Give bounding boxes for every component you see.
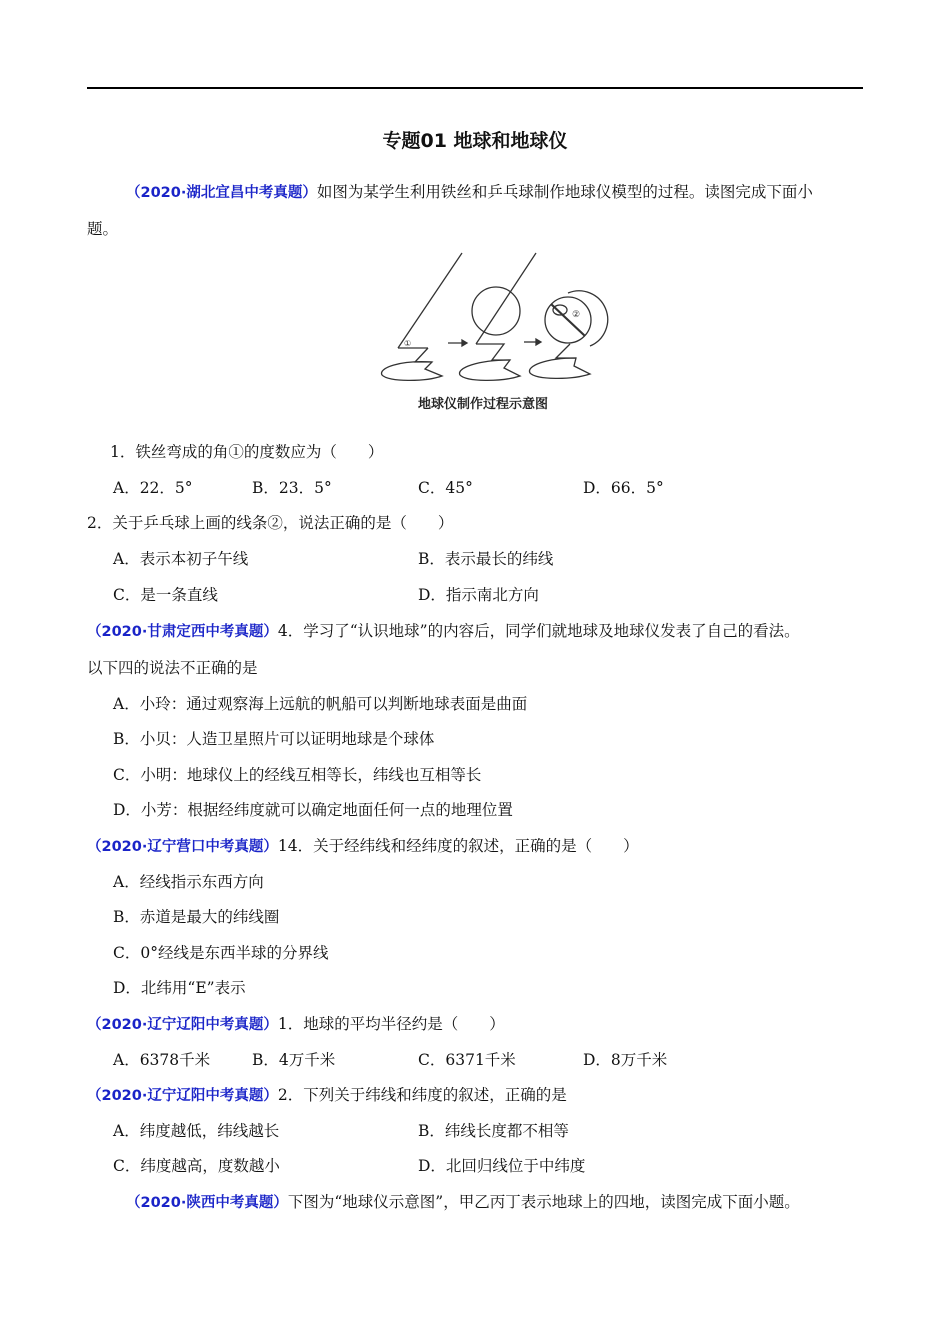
q6-option-c: C．纬度越高，度数越小 xyxy=(113,1157,280,1175)
q7-intro: （2020·陕西中考真题）下图为“地球仪示意图”，甲乙丙丁表示地球上的四地，读图完成下面小题。 xyxy=(126,1193,800,1211)
wire-rod-1 xyxy=(398,253,462,348)
wire-zigzag-1 xyxy=(415,348,432,362)
q2-option-d: D．指示南北方向 xyxy=(418,586,539,604)
q3-option-c: C．小明：地球仪上的经线互相等长，纬线也互相等长 xyxy=(113,766,482,784)
q3-option-d: D．小芳：根据经纬度就可以确定地面任何一点的地理位置 xyxy=(113,801,513,819)
q4-stem: （2020·辽宁营口中考真题）14．关于经纬线和经纬度的叙述，正确的是（ ） xyxy=(87,837,639,855)
globe-making-figure xyxy=(370,248,620,418)
q4-option-c: C．0°经线是东西半球的分界线 xyxy=(113,944,329,962)
header-rule xyxy=(87,87,863,89)
ping-pong-ball-1 xyxy=(472,287,520,335)
q4-option-a: A．经线指示东西方向 xyxy=(113,873,264,891)
q5-option-b: B．4万千米 xyxy=(252,1051,336,1069)
q5-option-c: C．6371千米 xyxy=(418,1051,516,1069)
source-tag: （2020·甘肃定西中考真题） xyxy=(87,624,278,640)
source-tag: （2020·辽宁辽阳中考真题） xyxy=(87,1088,278,1104)
line-label: ② xyxy=(572,310,581,320)
q5-option-d: D．8万千米 xyxy=(583,1051,668,1069)
q1-option-c: C．45° xyxy=(418,479,473,497)
wire-zigzag-3 xyxy=(556,344,576,358)
q4-option-b: B．赤道是最大的纬线圈 xyxy=(113,908,280,926)
q6-option-a: A．纬度越低，纬线越长 xyxy=(113,1122,280,1140)
q6-stem: （2020·辽宁辽阳中考真题）2．下列关于纬线和纬度的叙述，正确的是 xyxy=(87,1086,567,1104)
wire-rod-2 xyxy=(476,253,536,344)
intro-line-1 xyxy=(126,181,813,204)
q2-option-a: A．表示本初子午线 xyxy=(113,550,249,568)
source-tag: （2020·湖北宜昌中考真题） xyxy=(126,185,317,201)
q5-stem: （2020·辽宁辽阳中考真题）1．地球的平均半径约是（ ） xyxy=(87,1015,505,1033)
q1-option-d: D．66．5° xyxy=(583,479,664,497)
q3-option-a: A．小玲：通过观察海上远航的帆船可以判断地球表面是曲面 xyxy=(113,695,528,713)
base-plate-2 xyxy=(460,360,520,380)
axis-line xyxy=(551,304,585,336)
angle-label: ① xyxy=(404,339,412,348)
q1-stem: 1．铁丝弯成的角①的度数应为（ ） xyxy=(110,443,384,461)
q2-option-c: C．是一条直线 xyxy=(113,586,218,604)
q1-option-a: A．22．5° xyxy=(113,479,193,497)
q3-stem-line-2: 以下四的说法不正确的是 xyxy=(87,659,258,677)
intro-line-2: 题。 xyxy=(87,220,119,238)
q3-option-b: B．小贝：人造卫星照片可以证明地球是个球体 xyxy=(113,730,435,748)
q5-option-a: A．6378千米 xyxy=(113,1051,211,1069)
q3-stem-line-1: （2020·甘肃定西中考真题）4．学习了“认识地球”的内容后，同学们就地球及地球仪发表了自己的看法。 xyxy=(87,622,800,640)
source-tag: （2020·辽宁营口中考真题） xyxy=(87,839,278,855)
q2-option-b: B．表示最长的纬线 xyxy=(418,550,554,568)
base-plate-3 xyxy=(529,358,590,378)
q2-stem: 2．关于乒乓球上画的线条②，说法正确的是（ ） xyxy=(87,514,454,532)
figure-caption: 地球仪制作过程示意图 xyxy=(418,397,549,412)
intro-text: 如图为某学生利用铁丝和乒乓球制作地球仪模型的过程。读图完成下面小 xyxy=(316,183,813,201)
q6-option-b: B．纬线长度都不相等 xyxy=(418,1122,569,1140)
q1-option-b: B．23．5° xyxy=(252,479,332,497)
source-tag: （2020·辽宁辽阳中考真题） xyxy=(87,1017,278,1033)
base-plate-1 xyxy=(382,362,442,381)
page-title: 专题01 地球和地球仪 xyxy=(382,130,568,152)
source-tag: （2020·陕西中考真题） xyxy=(126,1195,288,1211)
q6-option-d: D．北回归线位于中纬度 xyxy=(418,1157,586,1175)
wire-zigzag-2 xyxy=(476,344,510,360)
q4-option-d: D．北纬用“E”表示 xyxy=(113,979,246,997)
